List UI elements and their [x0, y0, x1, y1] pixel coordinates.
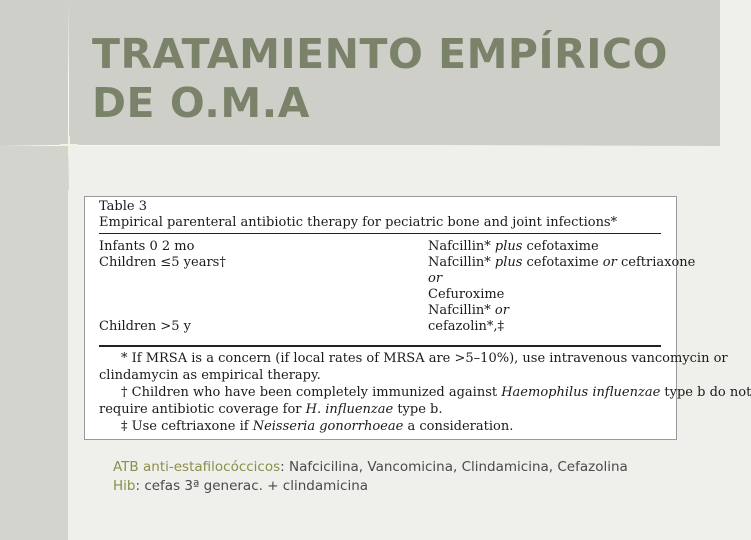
conjunction: or	[602, 255, 617, 270]
conjunction: or	[494, 303, 509, 318]
drug: cefotaxime	[526, 255, 599, 270]
footnote-line: † Children who have been completely immunized against Haemophilus influenzae type b do not	[121, 385, 751, 400]
table-label: Table 3	[99, 199, 147, 214]
table-rule-top	[99, 233, 661, 234]
left-band	[0, 146, 68, 540]
summary-text: : cefas 3ª generac. + clindamicina	[135, 478, 369, 494]
therapy-row	[428, 239, 695, 255]
sparkle-icon	[60, 136, 78, 154]
therapy-row	[428, 303, 695, 319]
footnote-line: * If MRSA is a concern (if local rates of MRSA are >5–10%), use intravenous vancomycin or	[121, 351, 728, 366]
drug: Nafcillin*	[428, 239, 491, 254]
table-footnotes	[99, 351, 751, 436]
horizontal-divider	[0, 145, 720, 146]
slide-title	[92, 30, 668, 128]
title-line-2: DE O.M.A	[92, 79, 310, 127]
summary-line	[113, 477, 628, 496]
therapy-row	[428, 287, 695, 303]
summary-line	[113, 458, 628, 477]
age-row: Children >5 y	[99, 319, 192, 334]
drug: Nafcillin*	[428, 303, 491, 318]
summary-label: Hib	[113, 478, 136, 494]
drug: cefazolin*,‡	[428, 319, 505, 334]
age-row: Infants 0 2 mo	[99, 239, 195, 254]
table-caption: Empirical parenteral antibiotic therapy for peciatric bone and joint infections*	[99, 215, 618, 230]
summary-text: : Nafcicilina, Vancomicina, Clindamicina, Cefazolina	[280, 459, 628, 475]
table-rule-bottom	[99, 345, 661, 347]
drug: Nafcillin*	[428, 255, 491, 270]
conjunction: plus	[494, 239, 523, 254]
summary-label: ATB anti-estafilocóccicos	[113, 459, 281, 475]
age-row	[99, 335, 226, 351]
antibiotic-table	[84, 196, 751, 440]
therapy-row	[428, 319, 695, 335]
conjunction: or	[428, 271, 443, 286]
summary-notes	[113, 458, 628, 496]
title-line-1: TRATAMIENTO EMPÍRICO	[92, 30, 668, 78]
footnote-line: ‡ Use ceftriaxone if Neisseria gonorrhoeae a consideration.	[121, 419, 514, 434]
vertical-divider	[68, 0, 69, 190]
age-row	[99, 287, 226, 303]
therapy-row	[428, 255, 695, 271]
drug: Cefuroxime	[428, 287, 505, 302]
therapy-column	[428, 239, 695, 335]
therapy-row	[428, 271, 695, 287]
drug: ceftriaxone	[620, 255, 696, 270]
age-row	[99, 303, 226, 319]
conjunction: plus	[494, 255, 523, 270]
age-row	[99, 271, 226, 287]
age-row: Children ≤5 years†	[99, 255, 226, 270]
age-group-column	[99, 239, 226, 351]
footnote-line: clindamycin as empirical therapy.	[99, 368, 321, 383]
drug: cefotaxime	[526, 239, 599, 254]
footnote-line: require antibiotic coverage for H. influenzae type b.	[99, 402, 443, 417]
